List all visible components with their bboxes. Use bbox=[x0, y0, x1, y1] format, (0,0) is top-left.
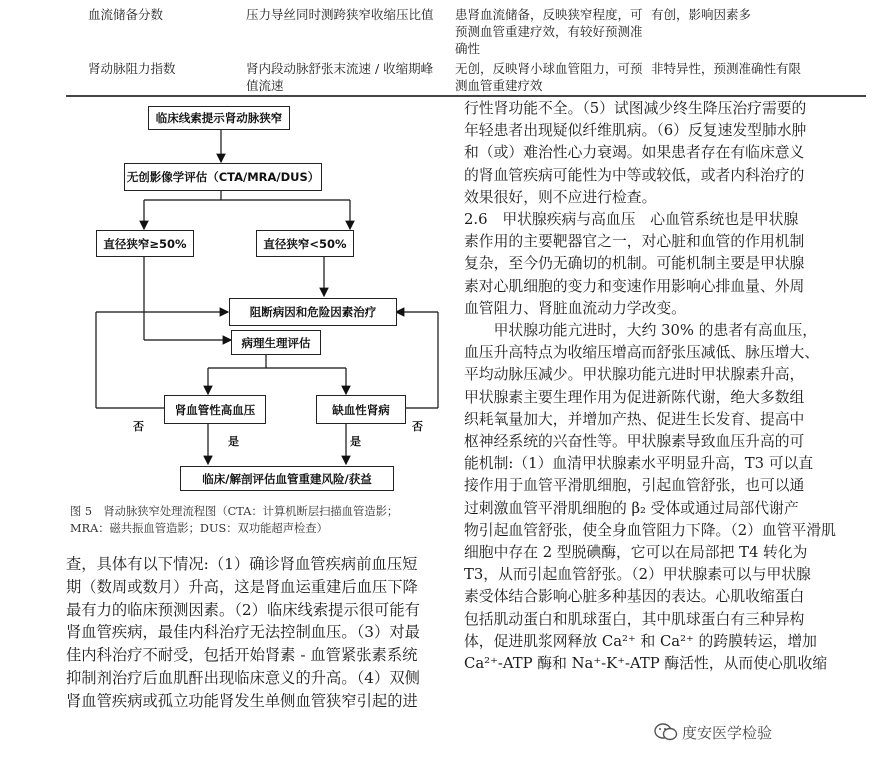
flowchart bbox=[66, 100, 466, 500]
section-2-6: 2.6 甲状腺疾病与高血压 心血管系统也是甲状腺 素作用的主要靶器官之一，对心脏和血管的作用机制 复杂，至今仍无确切的机制。可能机制主要是甲状腺 素对心肌细胞的变力和变速作用影响心排血量、外周 血管阻力、肾脏血流动力学改变。 bbox=[464, 211, 805, 317]
table-row bbox=[0, 60, 876, 96]
label-no-right: 否 bbox=[412, 420, 423, 433]
right-column-text bbox=[464, 98, 874, 675]
label-yes-left: 是 bbox=[228, 435, 239, 448]
table-cell-advantage: 无创，反映肾小球血管阻力，可预 测血管重建疗效 bbox=[455, 61, 643, 93]
node-stenosis-lt-50: 直径狭窄<50% bbox=[256, 230, 354, 257]
node-pathophysiology-eval: 病理生理评估 bbox=[231, 330, 321, 355]
table-cell-name: 血流储备分数 bbox=[88, 7, 164, 22]
node-renovascular-hypertension: 肾血管性高血压 bbox=[164, 395, 266, 424]
figure-caption: 图 5 肾动脉狭窄处理流程图（CTA：计算机断层扫描血管造影； MRA：磁共振血管造影；DUS：双功能超声检查） bbox=[70, 505, 399, 535]
paragraph-hyperthyroidism: 甲状腺功能亢进时，大约 30% 的患者有高血压， 血压升高特点为收缩压增高而舒张压减低、脉压增大、 平均动脉压减少。甲状腺功能亢进时甲状腺素升高， 甲状腺素主要生理作用为促进新陈代谢，绝大多数组 织耗氧量加大，并增加产热、促进生长发育、提高中 枢神经系统的兴奋性等。甲状腺素导致血压升高的可 能机制:（1）血清甲状腺素水平明显升高，T3 可以直 接作用于血管平滑肌细胞，引起血管舒张，也可以通 过刺激血管平滑肌细胞的 β₂ 受体或通过局部代谢产 物引起血管舒张，使全身血管阻力下降。（2）血管平滑肌 细胞中存在 2 型脱碘酶，它可以在局部把 T4 转化为 T3，从而引起血管舒张。（2）甲状腺素可以与甲状腺 素受体结合影响心脏多种基因的表达。心肌收缩蛋白 包括肌动蛋白和肌球蛋白，其中肌球蛋白有三种异构 体，促进肌浆网释放 Ca²⁺ 和 Ca²⁺ 的跨膜转运，增加 Ca²⁺-ATP 酶和 Na⁺-K⁺-ATP 酶活性，从而使心肌收缩 bbox=[464, 322, 836, 673]
label-yes-right: 是 bbox=[350, 435, 361, 448]
label-no-left: 否 bbox=[133, 420, 144, 433]
table-cell-principle: 肾内段动脉舒张末流速 / 收缩期峰 值流速 bbox=[246, 61, 434, 93]
node-ischemic-nephropathy: 缺血性肾病 bbox=[316, 395, 406, 424]
watermark bbox=[654, 719, 772, 745]
node-risk-factor-treatment: 阻断病因和危险因素治疗 bbox=[229, 298, 397, 326]
node-revascularization-risk-benefit: 临床/解剖评估血管重建风险/获益 bbox=[180, 466, 394, 491]
table-cell-name: 肾动脉阻力指数 bbox=[88, 61, 176, 76]
node-stenosis-ge-50: 直径狭窄≥50% bbox=[96, 230, 194, 257]
left-column-text: 查，具体有以下情况:（1）确诊肾血管疾病前血压短 期（数周或数月）升高，这是肾血运重建后血压下降 最有力的临床预测因素。（2）临床线索提示很可能有 肾血管疾病，最佳内科治疗无法控制血压。（3）对最 佳内科治疗不耐受，包括开始肾素 - 血管紧张素系统 抑制剂治疗后血肌酐出现临床意义的升高。（4）双侧 肾血管疾病或孤立功能肾发生单侧血管狭窄引起的进 bbox=[66, 555, 420, 710]
table-cell-principle: 压力导丝同时测跨狭窄收缩压比值 bbox=[246, 7, 434, 22]
node-clinical-clue: 临床线索提示肾动脉狭窄 bbox=[148, 106, 290, 130]
table-bottom-rule bbox=[66, 95, 866, 97]
table-cell-limitation: 非特异性，预测准确性有限 bbox=[651, 61, 802, 76]
table-cell-limitation: 有创，影响因素多 bbox=[651, 7, 752, 22]
table-row bbox=[0, 0, 876, 60]
table-cell-advantage: 患肾血流储备，反映狭窄程度，可 预测血管重建疗效，有较好预测准 确性 bbox=[455, 7, 643, 56]
node-noninvasive-imaging: 无创影像学评估（CTA/MRA/DUS） bbox=[124, 163, 322, 191]
paragraph-continuation: 行性肾功能不全。（5）试图减少终生降压治疗需要的 年轻患者出现疑似纤维肌病。（6）反复速发型肺水肿 和（或）难治性心力衰竭。如果患者存在有临床意义 的肾血管疾病可能性为中等或较低，或者内科治疗的 效果很好，则不应进行检查。 bbox=[464, 100, 807, 206]
watermark-text: 度安医学检验 bbox=[682, 723, 773, 742]
wechat-icon bbox=[654, 722, 678, 742]
